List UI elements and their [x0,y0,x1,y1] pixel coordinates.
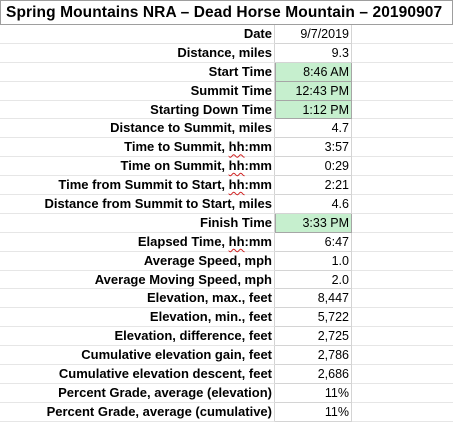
row-label: Time to Summit, [124,139,229,155]
empty-cell[interactable] [352,176,453,195]
value-cell[interactable]: 2,686 [275,365,352,384]
row-label: Elevation, min., feet [149,309,272,325]
row-label: Cumulative elevation descent, feet [58,366,272,382]
value-cell[interactable]: 6:47 [275,233,352,252]
row-label-cell[interactable] [0,119,275,138]
row-label-cell[interactable] [0,233,275,252]
spellcheck-word: hh [228,139,245,155]
table-row [0,327,453,346]
empty-cell[interactable] [352,157,453,176]
row-label: Time from Summit to Start, [58,177,229,193]
row-label: Time on Summit, [120,158,229,174]
spellcheck-word: hh [228,177,245,193]
table-row [0,365,453,384]
row-label: Elevation, difference, feet [114,328,272,344]
value-cell[interactable]: 0:29 [275,157,352,176]
row-label-cell[interactable] [0,327,275,346]
row-label-cell[interactable] [0,403,275,422]
spellcheck-word: hh [228,158,245,174]
highlighted-value-cell[interactable]: 8:46 AM [275,63,352,82]
row-label: Summit Time [190,82,272,98]
empty-cell[interactable] [352,63,453,82]
row-label-cell[interactable] [0,195,275,214]
highlighted-value-cell[interactable]: 1:12 PM [275,101,352,120]
value-cell[interactable]: 11% [275,403,352,422]
row-label: Start Time [208,63,272,79]
row-label: Finish Time [200,214,272,230]
value-cell[interactable]: 3:57 [275,138,352,157]
empty-cell[interactable] [352,82,453,101]
row-label-cell[interactable] [0,384,275,403]
sheet-title: Spring Mountains NRA – Dead Horse Mountain – 20190907 [6,3,443,21]
row-label-cell[interactable] [0,101,275,120]
empty-cell[interactable] [352,195,453,214]
row-label: Distance, miles [177,44,272,60]
table-row [0,101,453,120]
value-cell[interactable]: 9/7/2019 [275,25,352,44]
table-row [0,157,453,176]
row-label-cell[interactable] [0,44,275,63]
empty-cell[interactable] [352,44,453,63]
row-label-suffix: :mm [244,233,272,249]
value-cell[interactable]: 2,725 [275,327,352,346]
value-cell[interactable]: 2.0 [275,271,352,290]
value-cell[interactable]: 5,722 [275,308,352,327]
row-label: Cumulative elevation gain, feet [81,347,272,363]
table-row [0,82,453,101]
empty-cell[interactable] [352,365,453,384]
table-row [0,119,453,138]
row-label-cell[interactable] [0,82,275,101]
empty-cell[interactable] [352,214,453,233]
empty-cell[interactable] [352,101,453,120]
row-label-cell[interactable] [0,25,275,44]
highlighted-value-cell[interactable]: 3:33 PM [275,214,352,233]
empty-cell[interactable] [352,308,453,327]
table-row [0,271,453,290]
row-label-cell[interactable] [0,365,275,384]
row-label-cell[interactable] [0,214,275,233]
table-row [0,252,453,271]
row-label-cell[interactable] [0,176,275,195]
highlighted-value-cell[interactable]: 12:43 PM [275,82,352,101]
empty-cell[interactable] [352,25,453,44]
row-label-cell[interactable] [0,308,275,327]
row-label: Elapsed Time, [137,233,229,249]
value-cell[interactable]: 1.0 [275,252,352,271]
empty-cell[interactable] [352,138,453,157]
table-row [0,44,453,63]
table-row [0,214,453,233]
value-cell[interactable]: 8,447 [275,289,352,308]
spellcheck-word: hh [228,233,245,249]
value-cell[interactable]: 2:21 [275,176,352,195]
table-row [0,384,453,403]
table-row [0,403,453,422]
empty-cell[interactable] [352,327,453,346]
empty-cell[interactable] [352,384,453,403]
table-row [0,346,453,365]
table-row [0,195,453,214]
value-cell[interactable]: 4.6 [275,195,352,214]
table-row [0,233,453,252]
empty-cell[interactable] [352,403,453,422]
value-cell[interactable]: 11% [275,384,352,403]
table-row [0,63,453,82]
row-label-cell[interactable] [0,346,275,365]
empty-cell[interactable] [352,252,453,271]
value-cell[interactable]: 4.7 [275,119,352,138]
row-label-suffix: :mm [244,139,272,155]
row-label-suffix: :mm [244,177,272,193]
table-row [0,25,453,44]
row-label-cell[interactable] [0,63,275,82]
row-label-cell[interactable] [0,271,275,290]
row-label: Starting Down Time [150,101,272,117]
row-label: Distance from Summit to Start, miles [44,196,272,212]
empty-cell[interactable] [352,289,453,308]
row-label-cell[interactable] [0,138,275,157]
row-label: Percent Grade, average (cumulative) [46,403,272,419]
row-label-cell[interactable] [0,252,275,271]
empty-cell[interactable] [352,271,453,290]
title-cell[interactable] [0,0,453,25]
table-row [0,308,453,327]
data-table [0,25,453,422]
row-label: Percent Grade, average (elevation) [58,384,272,400]
row-label-suffix: :mm [244,158,272,174]
table-row [0,176,453,195]
row-label: Elevation, max., feet [147,290,272,306]
row-label: Average Speed, mph [143,252,272,268]
row-label: Date [243,26,272,41]
value-cell[interactable]: 9.3 [275,44,352,63]
empty-cell[interactable] [352,119,453,138]
empty-cell[interactable] [352,346,453,365]
row-label: Average Moving Speed, mph [94,271,272,287]
row-label: Distance to Summit, miles [110,120,272,136]
row-label-cell[interactable] [0,157,275,176]
row-label-cell[interactable] [0,289,275,308]
table-row [0,138,453,157]
empty-cell[interactable] [352,233,453,252]
value-cell[interactable]: 2,786 [275,346,352,365]
table-row [0,289,453,308]
